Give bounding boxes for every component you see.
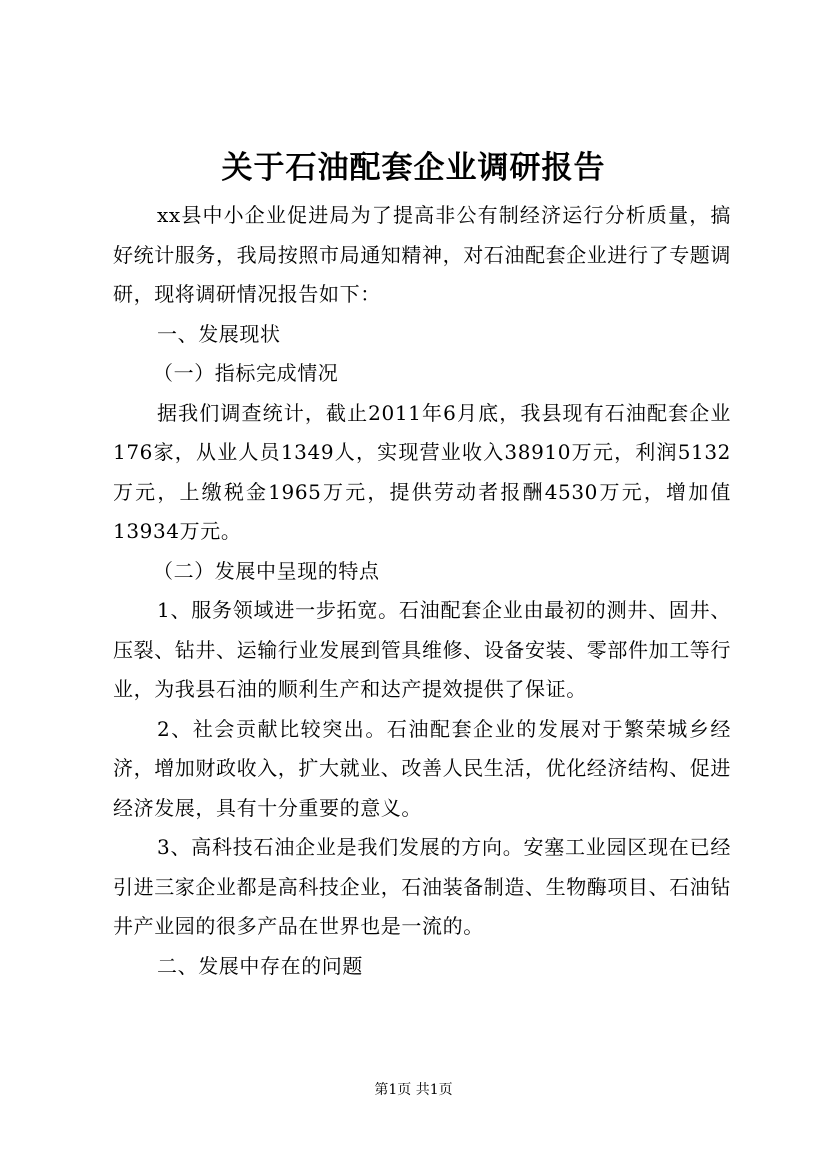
page-number-footer: 第1页 共1页: [374, 1082, 453, 1098]
feature-paragraph-3: 3、高科技石油企业是我们发展的方向。安塞工业园区现在已经引进三家企业都是高科技企业，石油装备制造、生物酶项目、石油钻井产业园的很多产品在世界也是一流的。: [113, 835, 731, 938]
intro-paragraph: xx县中小企业促进局为了提高非公有制经济运行分析质量，搞好统计服务，我局按照市局通知精神，对石油配套企业进行了专题调研，现将调研情况报告如下：: [113, 203, 731, 306]
page-title: 关于石油配套企业调研报告: [221, 150, 606, 186]
section-heading-1: 一、发展现状: [157, 321, 281, 346]
feature-paragraph-2: 2、社会贡献比较突出。石油配套企业的发展对于繁荣城乡经济，增加财政收入，扩大就业、改善人民生活，优化经济结构、促进经济发展，具有十分重要的意义。: [113, 716, 731, 820]
statistics-paragraph: 据我们调查统计，截止2011年6月底，我县现有石油配套企业176家，从业人员1349人，实现营业收入38910万元，利润5132万元，上缴税金1965万元，提供劳动者报酬4530万元，增加值13934万元。: [113, 400, 731, 543]
document-body: [113, 196, 731, 986]
section-heading-2: 二、发展中存在的问题: [157, 953, 363, 978]
subsection-heading-1: （一）指标完成情况: [153, 361, 339, 385]
feature-paragraph-1: 1、服务领域进一步拓宽。石油配套企业由最初的测井、固井、压裂、钻井、运输行业发展到管具维修、设备安装、零部件加工等行业，为我县石油的顺利生产和达产提效提供了保证。: [113, 598, 731, 701]
subsection-heading-2: （二）发展中呈现的特点: [153, 558, 380, 583]
